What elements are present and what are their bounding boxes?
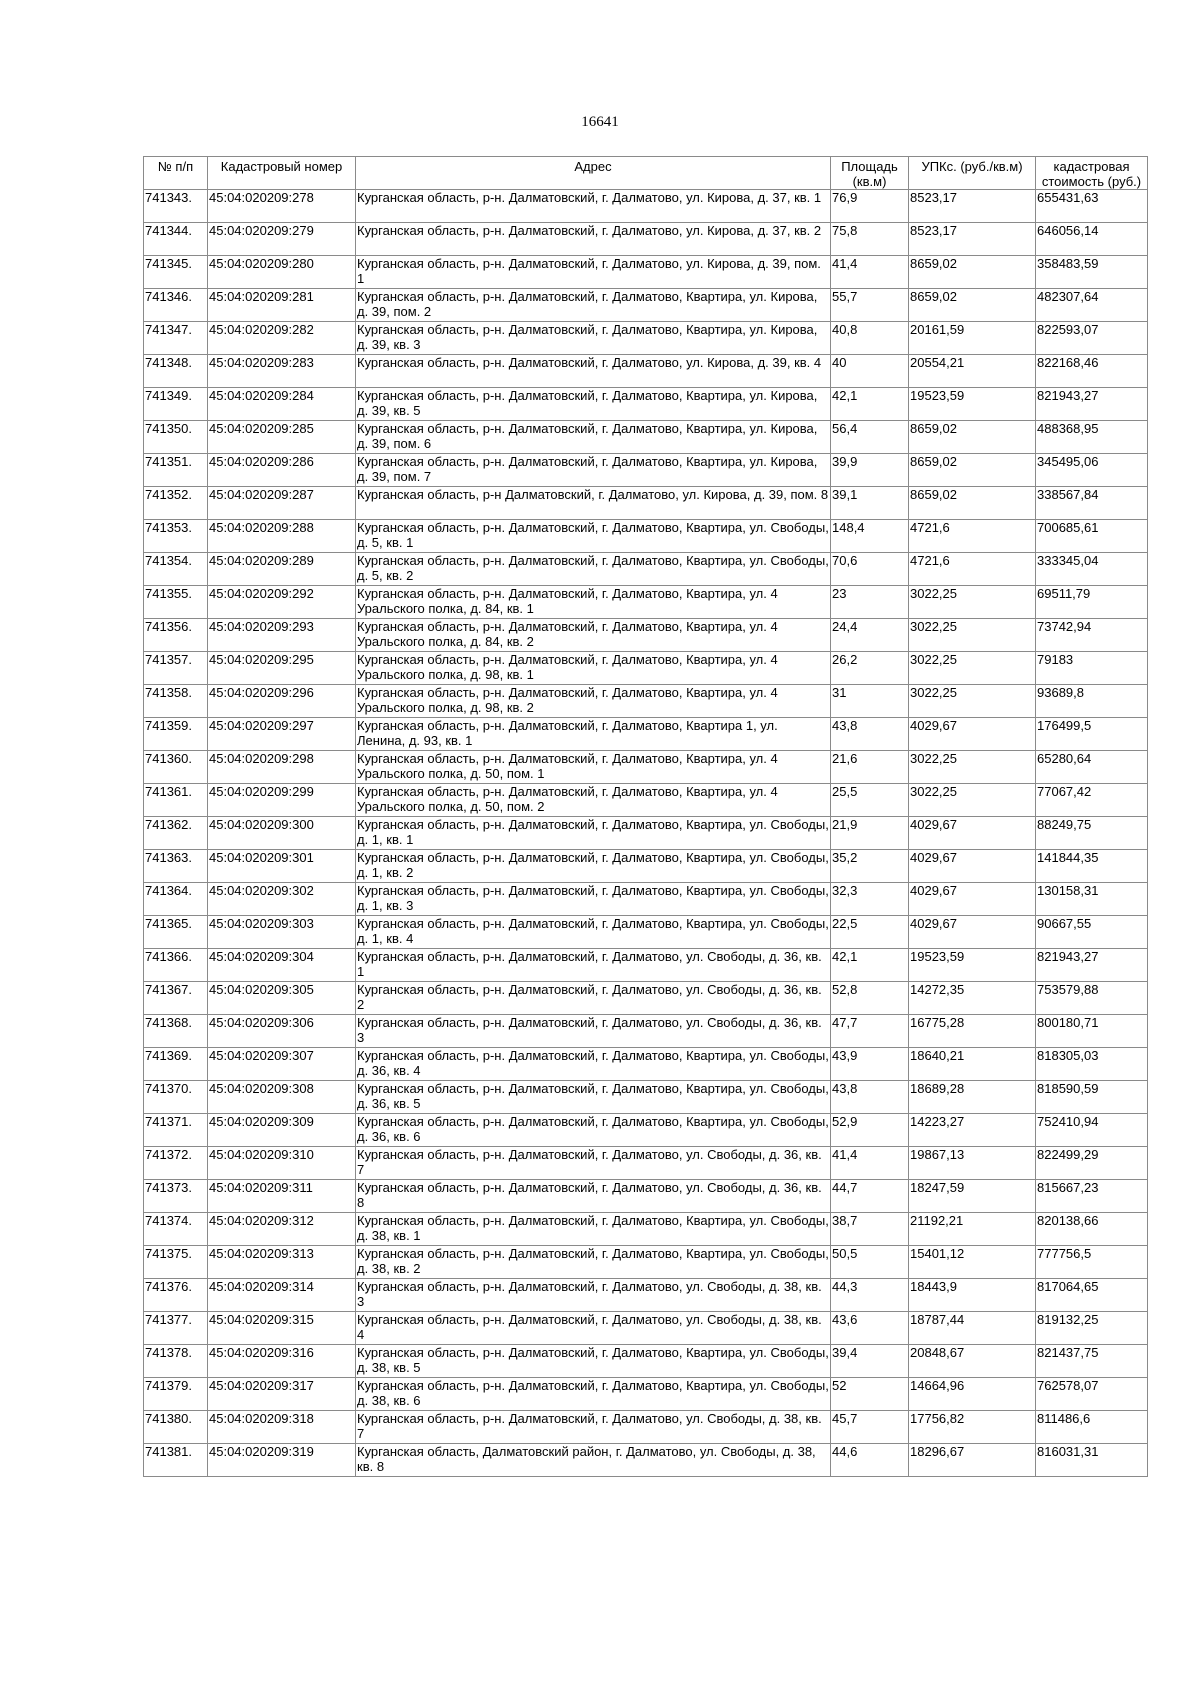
cell-cadastral-number: 45:04:020209:292 (208, 586, 356, 619)
cell-area: 44,6 (831, 1444, 909, 1477)
cell-address: Курганская область, р-н. Далматовский, г. Далматово, Квартира, ул. Кирова, д. 39, пом. 2 (356, 289, 831, 322)
table-row (144, 1180, 1148, 1213)
table-row (144, 1312, 1148, 1345)
table-row (144, 1345, 1148, 1378)
cell-address: Курганская область, р-н. Далматовский, г. Далматово, Квартира, ул. Свободы, д. 36, кв. 5 (356, 1081, 831, 1114)
cell-cadastral-value: 655431,63 (1036, 190, 1148, 223)
cell-cadastral-value: 482307,64 (1036, 289, 1148, 322)
cell-area: 44,3 (831, 1279, 909, 1312)
cell-cadastral-value: 762578,07 (1036, 1378, 1148, 1411)
cell-specific-value: 8523,17 (909, 190, 1036, 223)
cell-cadastral-number: 45:04:020209:308 (208, 1081, 356, 1114)
cell-address: Курганская область, р-н. Далматовский, г. Далматово, Квартира, ул. Кирова, д. 39, кв. 3 (356, 322, 831, 355)
cell-specific-value: 8523,17 (909, 223, 1036, 256)
cell-number: 741343. (144, 190, 208, 223)
cell-address: Курганская область, р-н. Далматовский, г. Далматово, Квартира, ул. 4 Уральского полка, д. 98, кв. 1 (356, 652, 831, 685)
cell-number: 741372. (144, 1147, 208, 1180)
cell-area: 21,9 (831, 817, 909, 850)
cell-specific-value: 3022,25 (909, 784, 1036, 817)
table-row (144, 190, 1148, 223)
table-body (144, 190, 1148, 1477)
cell-number: 741379. (144, 1378, 208, 1411)
table-row (144, 454, 1148, 487)
header-cadastral-number: Кадастровый номер (208, 157, 356, 190)
cell-cadastral-number: 45:04:020209:313 (208, 1246, 356, 1279)
cell-area: 39,4 (831, 1345, 909, 1378)
cell-specific-value: 15401,12 (909, 1246, 1036, 1279)
cell-cadastral-number: 45:04:020209:304 (208, 949, 356, 982)
cell-cadastral-value: 488368,95 (1036, 421, 1148, 454)
cell-number: 741347. (144, 322, 208, 355)
cell-specific-value: 8659,02 (909, 421, 1036, 454)
cell-specific-value: 3022,25 (909, 685, 1036, 718)
table-row (144, 553, 1148, 586)
cell-address: Курганская область, р-н. Далматовский, г. Далматово, Квартира, ул. Свободы, д. 5, кв. 2 (356, 553, 831, 586)
table-row (144, 1147, 1148, 1180)
cell-address: Курганская область, р-н. Далматовский, г. Далматово, Квартира, ул. Свободы, д. 1, кв. 4 (356, 916, 831, 949)
cell-address: Курганская область, р-н. Далматовский, г. Далматово, Квартира, ул. Свободы, д. 38, кв. 1 (356, 1213, 831, 1246)
cell-number: 741376. (144, 1279, 208, 1312)
cell-cadastral-number: 45:04:020209:306 (208, 1015, 356, 1048)
cell-cadastral-value: 69511,79 (1036, 586, 1148, 619)
cell-specific-value: 4029,67 (909, 916, 1036, 949)
cell-address: Курганская область, р-н. Далматовский, г. Далматово, ул. Свободы, д. 38, кв. 3 (356, 1279, 831, 1312)
cell-cadastral-value: 777756,5 (1036, 1246, 1148, 1279)
cell-number: 741357. (144, 652, 208, 685)
cell-address: Курганская область, р-н. Далматовский, г. Далматово, ул. Свободы, д. 36, кв. 7 (356, 1147, 831, 1180)
cell-specific-value: 4721,6 (909, 553, 1036, 586)
cell-specific-value: 17756,82 (909, 1411, 1036, 1444)
header-cadastral-value: кадастровая стоимость (руб.) (1036, 157, 1148, 190)
cell-specific-value: 19523,59 (909, 949, 1036, 982)
table-row (144, 421, 1148, 454)
table-row (144, 1378, 1148, 1411)
table-row (144, 1213, 1148, 1246)
cell-specific-value: 4029,67 (909, 883, 1036, 916)
table-row (144, 652, 1148, 685)
cell-specific-value: 20848,67 (909, 1345, 1036, 1378)
cell-specific-value: 8659,02 (909, 256, 1036, 289)
cell-specific-value: 3022,25 (909, 586, 1036, 619)
cell-address: Курганская область, р-н. Далматовский, г. Далматово, Квартира, ул. Кирова, д. 39, пом. 6 (356, 421, 831, 454)
table-row (144, 850, 1148, 883)
cell-cadastral-value: 822499,29 (1036, 1147, 1148, 1180)
cell-area: 39,9 (831, 454, 909, 487)
cell-specific-value: 21192,21 (909, 1213, 1036, 1246)
cell-cadastral-number: 45:04:020209:282 (208, 322, 356, 355)
cell-cadastral-number: 45:04:020209:316 (208, 1345, 356, 1378)
cell-number: 741350. (144, 421, 208, 454)
table-row (144, 256, 1148, 289)
cell-cadastral-number: 45:04:020209:279 (208, 223, 356, 256)
cell-area: 41,4 (831, 256, 909, 289)
cell-area: 24,4 (831, 619, 909, 652)
cell-area: 43,6 (831, 1312, 909, 1345)
cell-address: Курганская область, р-н. Далматовский, г. Далматово, ул. Свободы, д. 36, кв. 3 (356, 1015, 831, 1048)
cell-address: Курганская область, р-н. Далматовский, г. Далматово, Квартира, ул. Свободы, д. 36, кв. 6 (356, 1114, 831, 1147)
cell-area: 52 (831, 1378, 909, 1411)
cell-specific-value: 4721,6 (909, 520, 1036, 553)
cell-cadastral-value: 130158,31 (1036, 883, 1148, 916)
cell-cadastral-value: 73742,94 (1036, 619, 1148, 652)
cell-specific-value: 4029,67 (909, 850, 1036, 883)
cell-area: 21,6 (831, 751, 909, 784)
table-row (144, 685, 1148, 718)
cell-cadastral-number: 45:04:020209:302 (208, 883, 356, 916)
cell-number: 741364. (144, 883, 208, 916)
cell-cadastral-number: 45:04:020209:310 (208, 1147, 356, 1180)
cell-area: 70,6 (831, 553, 909, 586)
cell-address: Курганская область, р-н. Далматовский, г. Далматово, ул. Свободы, д. 36, кв. 2 (356, 982, 831, 1015)
cell-cadastral-number: 45:04:020209:283 (208, 355, 356, 388)
cell-address: Курганская область, р-н. Далматовский, г. Далматово, Квартира, ул. 4 Уральского полка, д. 50, пом. 1 (356, 751, 831, 784)
cell-address: Курганская область, р-н. Далматовский, г. Далматово, Квартира, ул. Свободы, д. 38, кв. 6 (356, 1378, 831, 1411)
cell-address: Курганская область, р-н. Далматовский, г. Далматово, ул. Свободы, д. 36, кв. 8 (356, 1180, 831, 1213)
cell-cadastral-number: 45:04:020209:297 (208, 718, 356, 751)
cell-cadastral-value: 816031,31 (1036, 1444, 1148, 1477)
cell-cadastral-value: 700685,61 (1036, 520, 1148, 553)
cell-cadastral-number: 45:04:020209:307 (208, 1048, 356, 1081)
cell-address: Курганская область, р-н. Далматовский, г. Далматово, ул. Кирова, д. 37, кв. 2 (356, 223, 831, 256)
cell-specific-value: 14223,27 (909, 1114, 1036, 1147)
cell-number: 741362. (144, 817, 208, 850)
cell-area: 35,2 (831, 850, 909, 883)
header-number: № п/п (144, 157, 208, 190)
cell-cadastral-number: 45:04:020209:315 (208, 1312, 356, 1345)
cell-area: 56,4 (831, 421, 909, 454)
cell-area: 44,7 (831, 1180, 909, 1213)
cell-number: 741345. (144, 256, 208, 289)
cell-cadastral-number: 45:04:020209:312 (208, 1213, 356, 1246)
table-row (144, 883, 1148, 916)
table-row (144, 982, 1148, 1015)
cell-area: 41,4 (831, 1147, 909, 1180)
cell-specific-value: 3022,25 (909, 751, 1036, 784)
table-row (144, 322, 1148, 355)
table-row (144, 586, 1148, 619)
cell-area: 52,8 (831, 982, 909, 1015)
cell-cadastral-value: 176499,5 (1036, 718, 1148, 751)
cell-area: 38,7 (831, 1213, 909, 1246)
table-row (144, 949, 1148, 982)
cell-address: Курганская область, р-н. Далматовский, г. Далматово, ул. Кирова, д. 37, кв. 1 (356, 190, 831, 223)
cell-area: 39,1 (831, 487, 909, 520)
cell-area: 43,8 (831, 1081, 909, 1114)
cell-area: 40,8 (831, 322, 909, 355)
cell-specific-value: 8659,02 (909, 289, 1036, 322)
cell-cadastral-value: 800180,71 (1036, 1015, 1148, 1048)
table-row (144, 1048, 1148, 1081)
cell-address: Курганская область, р-н. Далматовский, г. Далматово, Квартира, ул. Свободы, д. 38, кв. 2 (356, 1246, 831, 1279)
cell-specific-value: 20161,59 (909, 322, 1036, 355)
cell-cadastral-value: 817064,65 (1036, 1279, 1148, 1312)
cell-cadastral-value: 821437,75 (1036, 1345, 1148, 1378)
cell-cadastral-number: 45:04:020209:309 (208, 1114, 356, 1147)
cell-address: Курганская область, р-н. Далматовский, г. Далматово, Квартира 1, ул. Ленина, д. 93, кв. 1 (356, 718, 831, 751)
cell-address: Курганская область, р-н. Далматовский, г. Далматово, ул. Кирова, д. 39, пом. 1 (356, 256, 831, 289)
cell-area: 32,3 (831, 883, 909, 916)
cell-cadastral-value: 821943,27 (1036, 949, 1148, 982)
cell-cadastral-value: 822593,07 (1036, 322, 1148, 355)
table-row (144, 718, 1148, 751)
cell-address: Курганская область, р-н. Далматовский, г. Далматово, Квартира, ул. Свободы, д. 5, кв. 1 (356, 520, 831, 553)
cell-specific-value: 20554,21 (909, 355, 1036, 388)
page-number: 16641 (581, 114, 619, 130)
table-row (144, 1444, 1148, 1477)
header-specific-value: УПКс. (руб./кв.м) (909, 157, 1036, 190)
cell-number: 741358. (144, 685, 208, 718)
cell-cadastral-number: 45:04:020209:319 (208, 1444, 356, 1477)
cell-area: 26,2 (831, 652, 909, 685)
cell-address: Курганская область, р-н. Далматовский, г. Далматово, ул. Кирова, д. 39, кв. 4 (356, 355, 831, 388)
cell-cadastral-number: 45:04:020209:295 (208, 652, 356, 685)
cell-cadastral-value: 811486,6 (1036, 1411, 1148, 1444)
cell-number: 741368. (144, 1015, 208, 1048)
cell-cadastral-value: 79183 (1036, 652, 1148, 685)
cell-specific-value: 4029,67 (909, 718, 1036, 751)
table-row (144, 487, 1148, 520)
cell-area: 40 (831, 355, 909, 388)
cell-cadastral-number: 45:04:020209:305 (208, 982, 356, 1015)
cell-cadastral-number: 45:04:020209:299 (208, 784, 356, 817)
cell-cadastral-number: 45:04:020209:286 (208, 454, 356, 487)
cell-area: 22,5 (831, 916, 909, 949)
cell-number: 741369. (144, 1048, 208, 1081)
cell-address: Курганская область, р-н. Далматовский, г. Далматово, ул. Свободы, д. 36, кв. 1 (356, 949, 831, 982)
cell-number: 741352. (144, 487, 208, 520)
table-row (144, 520, 1148, 553)
cell-specific-value: 19523,59 (909, 388, 1036, 421)
cell-cadastral-value: 93689,8 (1036, 685, 1148, 718)
cell-address: Курганская область, р-н. Далматовский, г. Далматово, Квартира, ул. 4 Уральского полка, д. 98, кв. 2 (356, 685, 831, 718)
cell-cadastral-number: 45:04:020209:314 (208, 1279, 356, 1312)
cell-specific-value: 18443,9 (909, 1279, 1036, 1312)
table-row (144, 388, 1148, 421)
cell-address: Курганская область, р-н. Далматовский, г. Далматово, Квартира, ул. Свободы, д. 1, кв. 1 (356, 817, 831, 850)
cell-number: 741365. (144, 916, 208, 949)
cell-number: 741381. (144, 1444, 208, 1477)
cell-number: 741348. (144, 355, 208, 388)
cell-number: 741378. (144, 1345, 208, 1378)
cell-cadastral-value: 815667,23 (1036, 1180, 1148, 1213)
cell-specific-value: 3022,25 (909, 652, 1036, 685)
cell-address: Курганская область, р-н. Далматовский, г. Далматово, Квартира, ул. Кирова, д. 39, кв. 5 (356, 388, 831, 421)
table-header-row (144, 157, 1148, 190)
cell-cadastral-number: 45:04:020209:278 (208, 190, 356, 223)
cell-area: 42,1 (831, 388, 909, 421)
cell-cadastral-value: 752410,94 (1036, 1114, 1148, 1147)
cell-specific-value: 18247,59 (909, 1180, 1036, 1213)
cell-cadastral-value: 818590,59 (1036, 1081, 1148, 1114)
cell-specific-value: 4029,67 (909, 817, 1036, 850)
table-row (144, 1411, 1148, 1444)
header-address: Адрес (356, 157, 831, 190)
cell-number: 741370. (144, 1081, 208, 1114)
cell-cadastral-number: 45:04:020209:317 (208, 1378, 356, 1411)
table-row (144, 223, 1148, 256)
cell-number: 741360. (144, 751, 208, 784)
cell-area: 55,7 (831, 289, 909, 322)
cell-address: Курганская область, р-н. Далматовский, г. Далматово, ул. Свободы, д. 38, кв. 7 (356, 1411, 831, 1444)
cell-specific-value: 14664,96 (909, 1378, 1036, 1411)
cell-area: 23 (831, 586, 909, 619)
cell-specific-value: 18296,67 (909, 1444, 1036, 1477)
cell-number: 741375. (144, 1246, 208, 1279)
cell-cadastral-value: 333345,04 (1036, 553, 1148, 586)
cell-address: Курганская область, р-н. Далматовский, г. Далматово, Квартира, ул. 4 Уральского полка, д. 84, кв. 1 (356, 586, 831, 619)
cell-cadastral-value: 141844,35 (1036, 850, 1148, 883)
cell-cadastral-number: 45:04:020209:301 (208, 850, 356, 883)
table-row (144, 817, 1148, 850)
cell-number: 741346. (144, 289, 208, 322)
cell-specific-value: 18640,21 (909, 1048, 1036, 1081)
cell-cadastral-value: 65280,64 (1036, 751, 1148, 784)
cell-area: 45,7 (831, 1411, 909, 1444)
cell-number: 741367. (144, 982, 208, 1015)
cell-cadastral-value: 88249,75 (1036, 817, 1148, 850)
cell-area: 47,7 (831, 1015, 909, 1048)
cell-address: Курганская область, р-н. Далматовский, г. Далматово, Квартира, ул. 4 Уральского полка, д. 84, кв. 2 (356, 619, 831, 652)
cell-number: 741354. (144, 553, 208, 586)
cell-specific-value: 3022,25 (909, 619, 1036, 652)
cell-cadastral-number: 45:04:020209:311 (208, 1180, 356, 1213)
cell-area: 50,5 (831, 1246, 909, 1279)
cell-specific-value: 16775,28 (909, 1015, 1036, 1048)
table-row (144, 1246, 1148, 1279)
cell-specific-value: 8659,02 (909, 454, 1036, 487)
header-area: Площадь (кв.м) (831, 157, 909, 190)
cell-cadastral-value: 753579,88 (1036, 982, 1148, 1015)
cadastral-value-table (143, 156, 1148, 1477)
cell-cadastral-number: 45:04:020209:284 (208, 388, 356, 421)
cell-number: 741359. (144, 718, 208, 751)
table-row (144, 1081, 1148, 1114)
table-row (144, 289, 1148, 322)
cell-number: 741373. (144, 1180, 208, 1213)
cell-cadastral-value: 646056,14 (1036, 223, 1148, 256)
cell-specific-value: 18787,44 (909, 1312, 1036, 1345)
cell-address: Курганская область, р-н Далматовский, г. Далматово, ул. Кирова, д. 39, пом. 8 (356, 487, 831, 520)
cell-address: Курганская область, р-н. Далматовский, г. Далматово, ул. Свободы, д. 38, кв. 4 (356, 1312, 831, 1345)
cell-cadastral-value: 818305,03 (1036, 1048, 1148, 1081)
cell-area: 31 (831, 685, 909, 718)
cell-cadastral-value: 358483,59 (1036, 256, 1148, 289)
cell-number: 741380. (144, 1411, 208, 1444)
cell-cadastral-number: 45:04:020209:280 (208, 256, 356, 289)
cell-address: Курганская область, р-н. Далматовский, г. Далматово, Квартира, ул. Свободы, д. 1, кв. 2 (356, 850, 831, 883)
cell-cadastral-number: 45:04:020209:296 (208, 685, 356, 718)
cell-cadastral-number: 45:04:020209:287 (208, 487, 356, 520)
table-row (144, 355, 1148, 388)
table-row (144, 1114, 1148, 1147)
cell-address: Курганская область, р-н. Далматовский, г. Далматово, Квартира, ул. Кирова, д. 39, пом. 7 (356, 454, 831, 487)
cell-cadastral-value: 345495,06 (1036, 454, 1148, 487)
cell-cadastral-number: 45:04:020209:298 (208, 751, 356, 784)
cell-number: 741374. (144, 1213, 208, 1246)
cell-area: 52,9 (831, 1114, 909, 1147)
cell-address: Курганская область, Далматовский район, г. Далматово, ул. Свободы, д. 38, кв. 8 (356, 1444, 831, 1477)
cell-area: 43,8 (831, 718, 909, 751)
table-row (144, 1015, 1148, 1048)
cell-specific-value: 18689,28 (909, 1081, 1036, 1114)
cell-cadastral-number: 45:04:020209:318 (208, 1411, 356, 1444)
cell-cadastral-number: 45:04:020209:281 (208, 289, 356, 322)
cell-number: 741377. (144, 1312, 208, 1345)
cell-number: 741351. (144, 454, 208, 487)
cell-area: 75,8 (831, 223, 909, 256)
cell-cadastral-number: 45:04:020209:289 (208, 553, 356, 586)
cell-area: 76,9 (831, 190, 909, 223)
cell-number: 741349. (144, 388, 208, 421)
cell-cadastral-number: 45:04:020209:285 (208, 421, 356, 454)
cell-cadastral-value: 819132,25 (1036, 1312, 1148, 1345)
cell-area: 25,5 (831, 784, 909, 817)
cell-specific-value: 19867,13 (909, 1147, 1036, 1180)
cell-cadastral-value: 822168,46 (1036, 355, 1148, 388)
cell-cadastral-number: 45:04:020209:293 (208, 619, 356, 652)
cell-cadastral-value: 338567,84 (1036, 487, 1148, 520)
cell-address: Курганская область, р-н. Далматовский, г. Далматово, Квартира, ул. Свободы, д. 38, кв. 5 (356, 1345, 831, 1378)
cell-specific-value: 14272,35 (909, 982, 1036, 1015)
table-row (144, 1279, 1148, 1312)
cell-number: 741355. (144, 586, 208, 619)
cell-cadastral-value: 820138,66 (1036, 1213, 1148, 1246)
cell-number: 741366. (144, 949, 208, 982)
cell-cadastral-number: 45:04:020209:288 (208, 520, 356, 553)
cell-cadastral-value: 77067,42 (1036, 784, 1148, 817)
table-row (144, 751, 1148, 784)
cell-cadastral-number: 45:04:020209:300 (208, 817, 356, 850)
cell-number: 741363. (144, 850, 208, 883)
cell-area: 42,1 (831, 949, 909, 982)
cell-address: Курганская область, р-н. Далматовский, г. Далматово, Квартира, ул. 4 Уральского полка, д. 50, пом. 2 (356, 784, 831, 817)
cell-number: 741356. (144, 619, 208, 652)
cell-specific-value: 8659,02 (909, 487, 1036, 520)
cell-area: 148,4 (831, 520, 909, 553)
cell-number: 741344. (144, 223, 208, 256)
cell-number: 741371. (144, 1114, 208, 1147)
cell-address: Курганская область, р-н. Далматовский, г. Далматово, Квартира, ул. Свободы, д. 1, кв. 3 (356, 883, 831, 916)
cell-number: 741353. (144, 520, 208, 553)
table-row (144, 619, 1148, 652)
cell-address: Курганская область, р-н. Далматовский, г. Далматово, Квартира, ул. Свободы, д. 36, кв. 4 (356, 1048, 831, 1081)
table-row (144, 784, 1148, 817)
cell-cadastral-value: 90667,55 (1036, 916, 1148, 949)
cell-cadastral-value: 821943,27 (1036, 388, 1148, 421)
cell-area: 43,9 (831, 1048, 909, 1081)
cell-number: 741361. (144, 784, 208, 817)
cell-cadastral-number: 45:04:020209:303 (208, 916, 356, 949)
table-row (144, 916, 1148, 949)
